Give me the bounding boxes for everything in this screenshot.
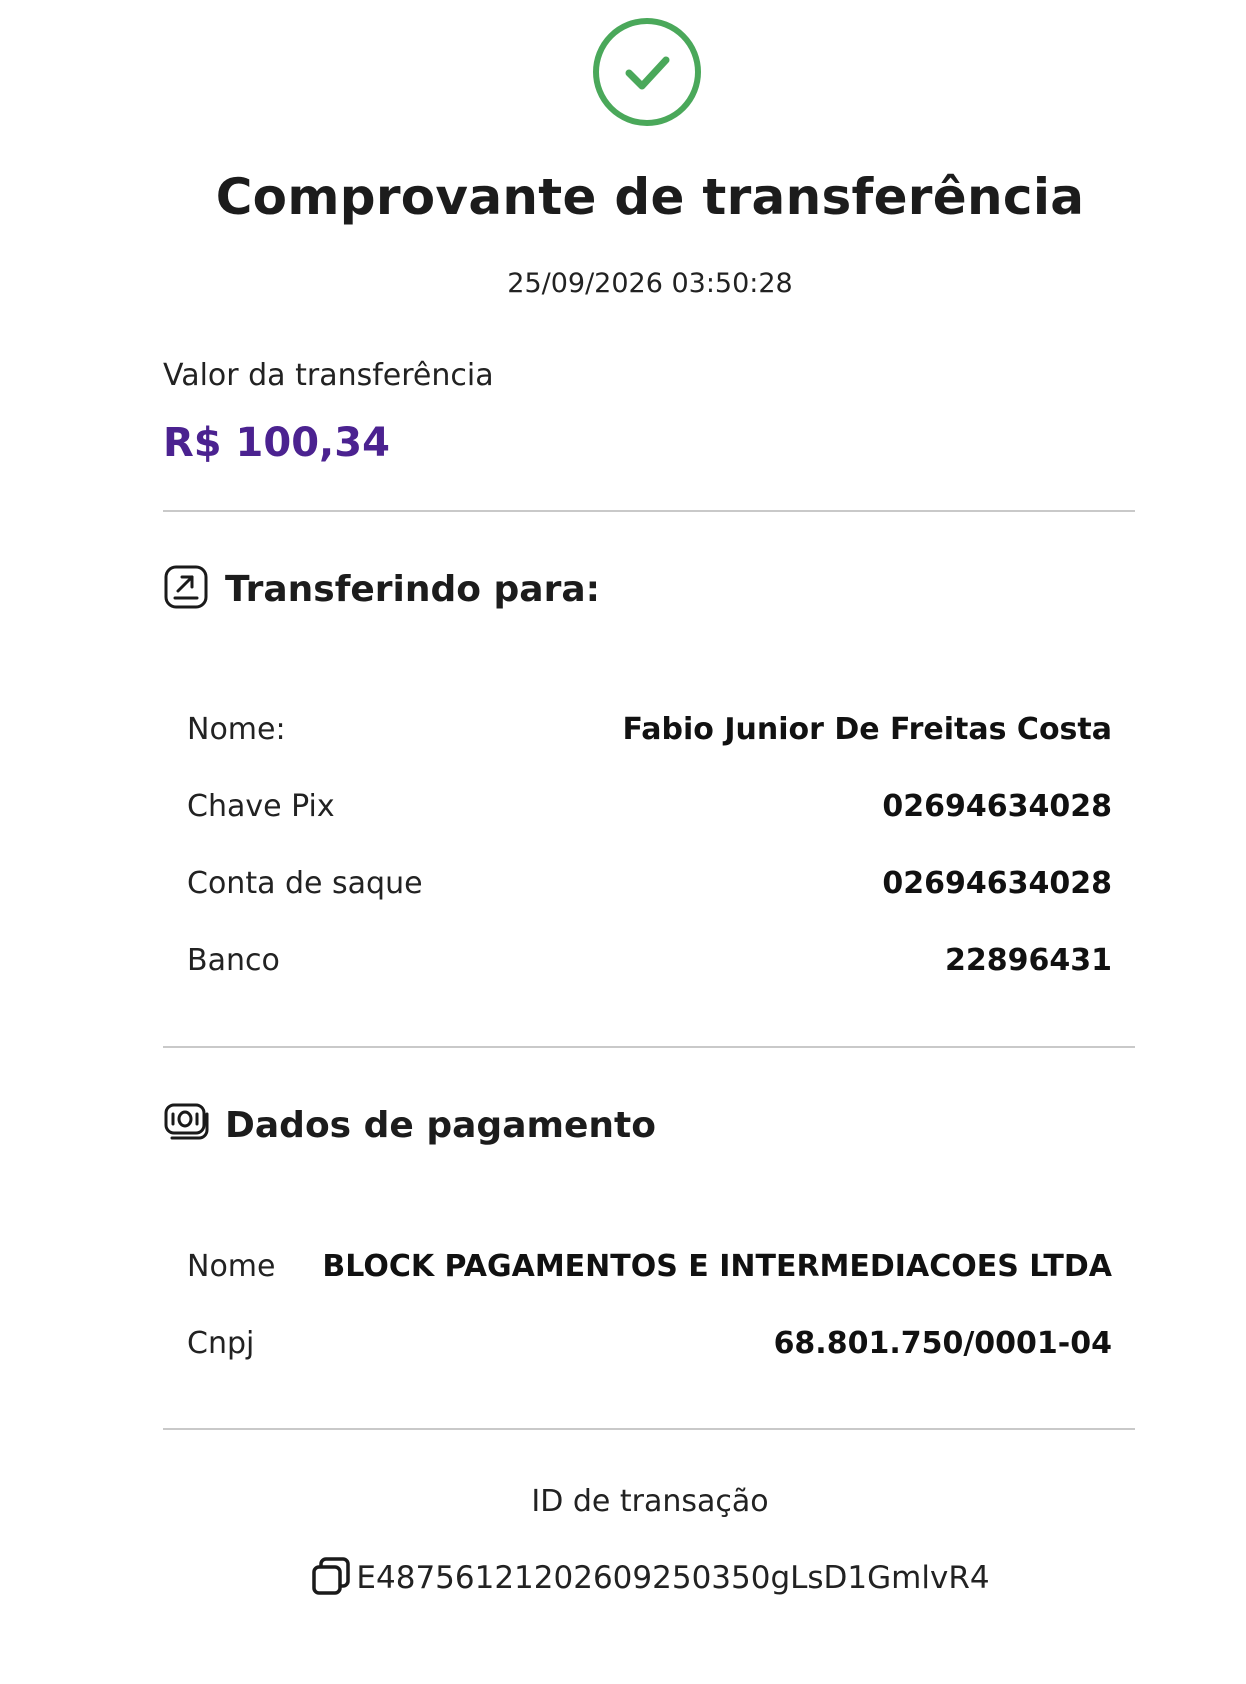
divider [163,1046,1135,1048]
payment-section-header [163,1100,656,1150]
recipient-section-header [163,564,600,614]
recipient-name-value: Fabio Junior De Freitas Costa [622,712,1112,747]
amount-value: R$ 100,34 [163,420,390,466]
divider [163,510,1135,512]
cnpj-label: Cnpj [187,1326,255,1361]
success-check-icon [593,18,701,126]
money-bill-icon [163,1100,209,1150]
payer-name-label: Nome [187,1249,276,1284]
transfer-timestamp: 25/09/2026 03:50:28 [507,268,793,299]
recipient-heading: Transferindo para: [225,568,601,610]
transfer-out-icon [163,564,209,614]
cnpj-value: 68.801.750/0001-04 [773,1326,1112,1361]
copy-icon[interactable] [310,1555,352,1601]
page-title: Comprovante de transferência [215,168,1085,226]
bank-label: Banco [187,943,280,978]
payment-heading: Dados de pagamento [225,1104,656,1146]
payer-name-value: BLOCK PAGAMENTOS E INTERMEDIACOES LTDA [322,1249,1112,1284]
transaction-id-label: ID de transação [531,1484,769,1519]
pix-key-label: Chave Pix [187,789,335,824]
bank-value: 22896431 [945,943,1112,978]
account-label: Conta de saque [187,866,423,901]
recipient-name-label: Nome: [187,712,286,747]
account-value: 02694634028 [882,866,1112,901]
pix-key-value: 02694634028 [882,789,1112,824]
transaction-id-row[interactable] [0,1555,1246,1601]
amount-label: Valor da transferência [163,358,494,393]
transaction-id-value: E48756121202609250350gLsD1GmlvR4 [356,1560,990,1596]
divider [163,1428,1135,1430]
